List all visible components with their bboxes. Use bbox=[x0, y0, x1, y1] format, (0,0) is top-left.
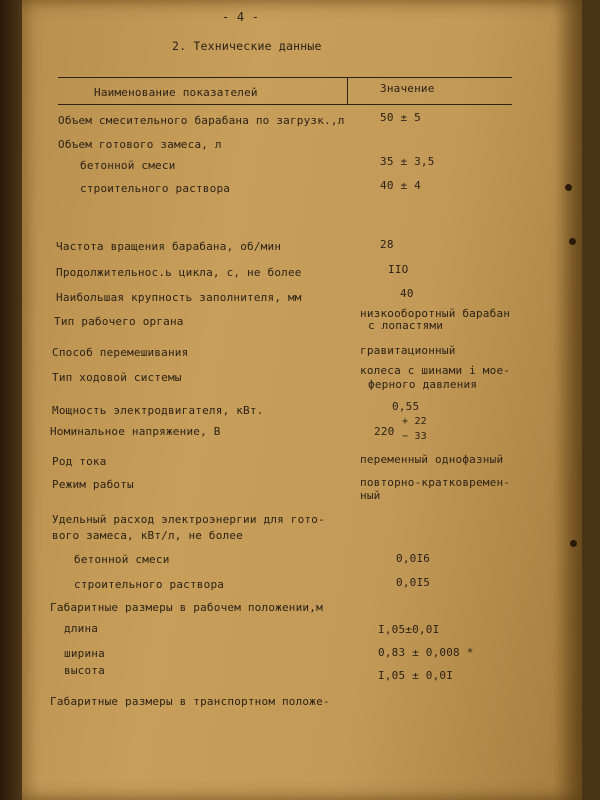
row-label: Удельный расход электроэнергии для гото- bbox=[52, 513, 325, 526]
row-value: колеса с шинами і мое- bbox=[360, 364, 511, 377]
row-value-line2: с лопастями bbox=[368, 319, 444, 332]
row-value: 0,83 ± 0,008 * bbox=[378, 646, 474, 659]
row-label: Продолжительнос.ь цикла, с, не более bbox=[56, 266, 302, 279]
page-edge-shadow bbox=[554, 0, 582, 800]
row-label: Объем готового замеса, л bbox=[58, 138, 222, 151]
row-label: Частота вращения барабана, об/мин bbox=[56, 240, 282, 253]
row-value: повторно-кратковремен- bbox=[360, 476, 511, 489]
document-page bbox=[22, 0, 582, 800]
table-column-divider bbox=[347, 77, 348, 104]
row-label: высота bbox=[64, 664, 105, 677]
binding-hole bbox=[570, 540, 577, 547]
voltage-tolerance-minus: − 33 bbox=[402, 431, 427, 442]
table-header-value: Значение bbox=[380, 82, 435, 95]
row-label: Мощность электродвигателя, кВт. bbox=[52, 404, 264, 417]
binding-hole bbox=[569, 238, 576, 245]
row-value: 28 bbox=[380, 238, 394, 251]
row-value: переменный однофазный bbox=[360, 453, 504, 466]
page-number: - 4 - bbox=[222, 10, 260, 24]
row-value-line2: ферного давления bbox=[368, 378, 478, 391]
row-value: 35 ± 3,5 bbox=[380, 155, 435, 168]
table-top-rule bbox=[58, 77, 512, 78]
row-value: I,05±0,0I bbox=[378, 623, 440, 636]
row-value: IIO bbox=[388, 263, 409, 276]
row-label: Номинальное напряжение, В bbox=[50, 425, 221, 438]
row-label: Способ перемешивания bbox=[52, 346, 189, 359]
row-value: 40 bbox=[400, 287, 414, 300]
row-label: бетонной смеси bbox=[80, 159, 176, 172]
row-label: Тип рабочего органа bbox=[54, 315, 184, 328]
row-label: Габаритные размеры в рабочем положении,м bbox=[50, 601, 323, 614]
row-label: Род тока bbox=[52, 455, 107, 468]
row-value: 0,55 bbox=[392, 400, 420, 413]
row-value: 220 bbox=[374, 425, 395, 438]
row-label: Объем смесительного барабана по загрузк.,л bbox=[58, 114, 345, 127]
voltage-tolerance-plus: + 22 bbox=[402, 416, 427, 427]
table-header-rule bbox=[58, 104, 512, 105]
row-label: Наибольшая крупность заполнителя, мм bbox=[56, 291, 302, 304]
row-value: 0,0I5 bbox=[396, 576, 431, 589]
row-value: 40 ± 4 bbox=[380, 179, 421, 192]
row-value: низкооборотный барабан bbox=[360, 307, 511, 320]
row-value-line2: ный bbox=[360, 489, 381, 502]
table-header-name: Наименование показателей bbox=[94, 86, 258, 99]
row-label: строительного раствора bbox=[74, 578, 225, 591]
row-label: Габаритные размеры в транспортном положе- bbox=[50, 695, 330, 708]
row-label: бетонной смеси bbox=[74, 553, 170, 566]
row-label: строительного раствора bbox=[80, 182, 231, 195]
row-label: длина bbox=[64, 622, 99, 635]
row-value: гравитационный bbox=[360, 344, 456, 357]
row-value: I,05 ± 0,0I bbox=[378, 669, 454, 682]
row-label: ширина bbox=[64, 647, 105, 660]
row-label: Режим работы bbox=[52, 478, 134, 491]
row-label: Тип ходовой системы bbox=[52, 371, 182, 384]
binding-hole bbox=[565, 184, 572, 191]
row-label-line2: вого замеса, кВт/л, не более bbox=[52, 529, 244, 542]
row-value: 0,0I6 bbox=[396, 552, 431, 565]
row-value: 50 ± 5 bbox=[380, 111, 421, 124]
section-title: 2. Технические данные bbox=[172, 39, 322, 53]
